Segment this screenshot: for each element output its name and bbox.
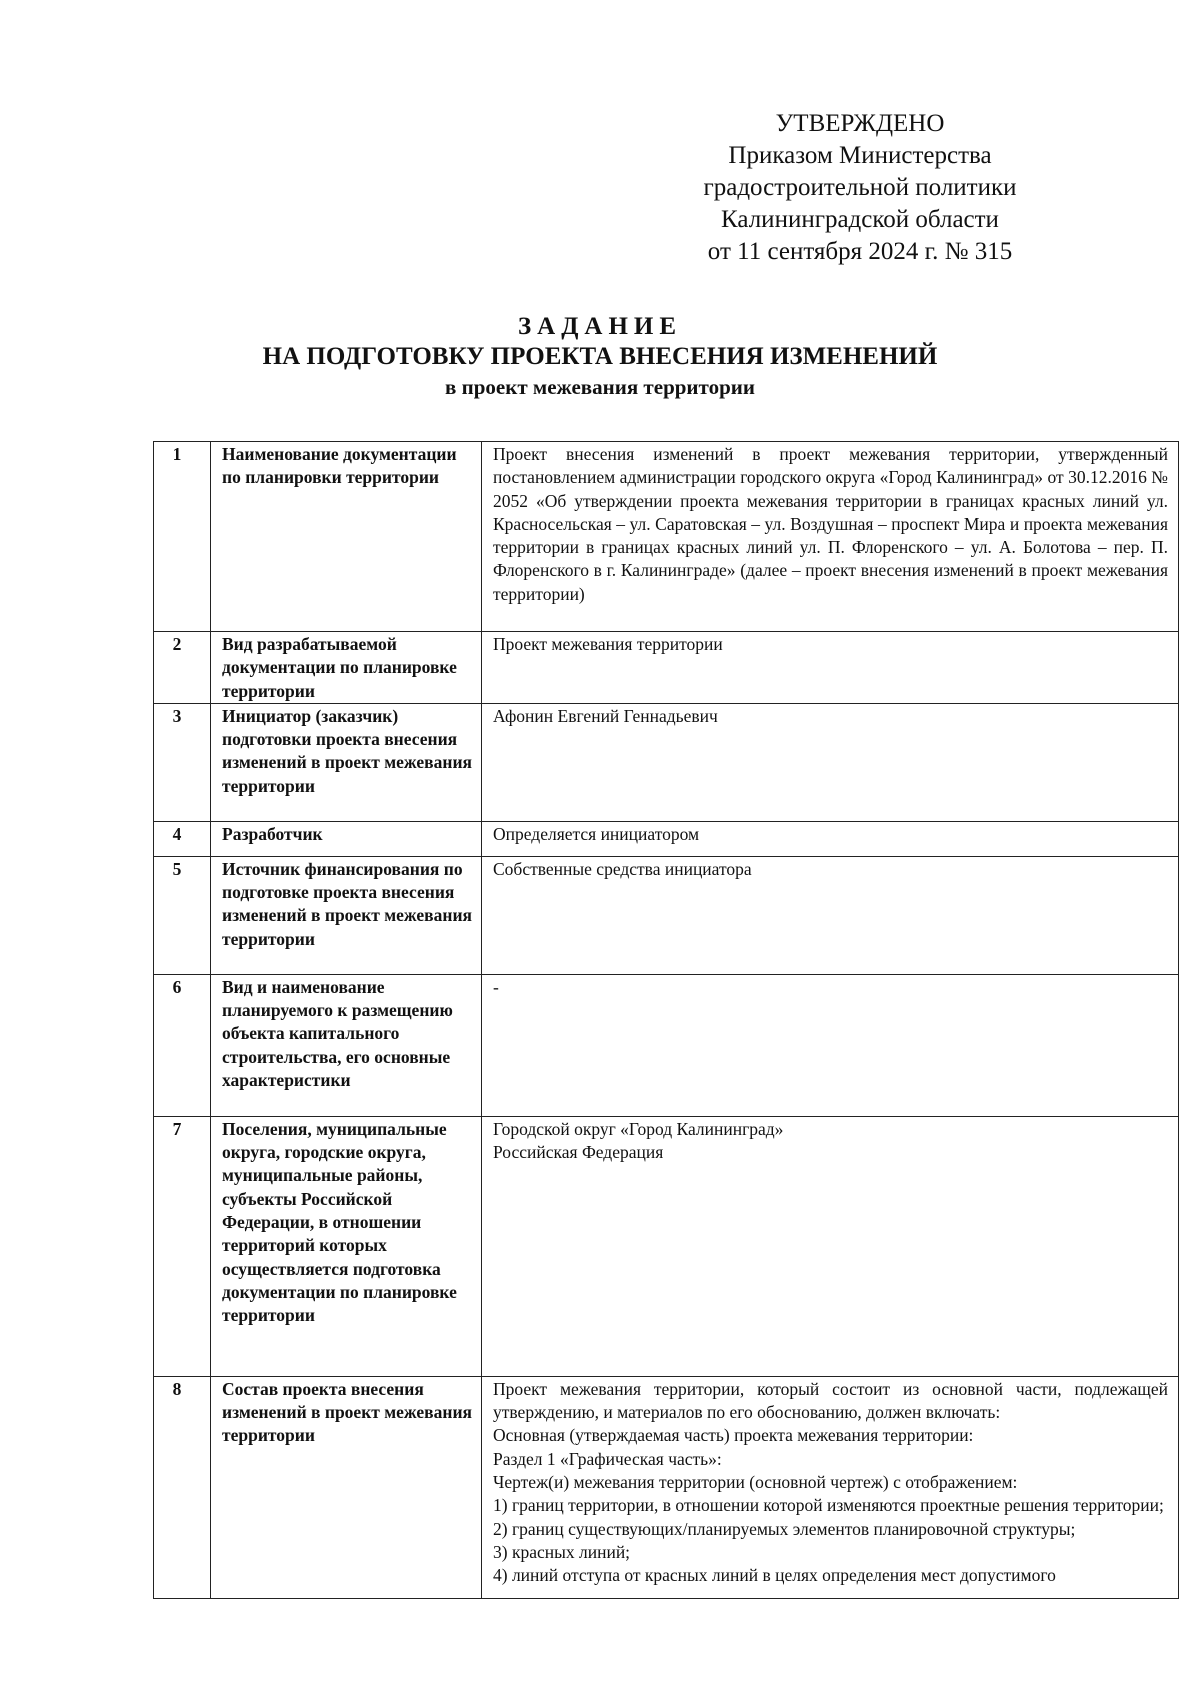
value-line: Городской округ «Город Калининград» [493,1118,784,1139]
row-label: Инициатор (заказчик) подготовки проекта внесения изменений в проект межевания территории [211,703,482,821]
row-label: Источник финансирования по подготовке проекта внесения изменений в проект межевания территории [211,856,482,974]
row-number: 8 [154,1376,211,1598]
table-row [154,1376,1179,1598]
approval-line: УТВЕРЖДЕНО [775,110,945,137]
task-table [153,441,1179,1599]
row-label: Поселения, муниципальные округа, городские округа, муниципальные районы, субъекты Российской Федерации, в отношении территорий которых осуществляется подготовка документации по планировке территории [211,1116,482,1376]
row-label: Наименование документации по планировки территории [211,442,482,632]
row-number: 5 [154,856,211,974]
row-number: 6 [154,974,211,1116]
approval-line: Приказом Министерства [728,142,992,169]
table-row [154,856,1179,974]
row-number: 4 [154,821,211,856]
row-value: Проект внесения изменений в проект межевания территории, утвержденный постановлением администрации городского округа «Город Калининград» от 30.12.2016 № 2052 «Об утверждении проекта межевания территории в границах красных линий ул. Красносельская – ул. Саратовская – ул. Воздушная – проспект Мира и проекта межевания территории в границах красных линий ул. П. Флоренского – ул. А. Болотова – пер. П. Флоренского в г. Калининграде» (далее – проект внесения изменений в проект межевания территории) [482,442,1179,632]
row-value: - [482,974,1179,1116]
composition-item: Проект межевания территории, который состоит из основной части, подлежащей утверждению, и материалов по его обоснованию, должен включать: [493,1378,1168,1423]
row-number: 2 [154,632,211,704]
row-value [482,1376,1179,1598]
table-row [154,703,1179,821]
row-number: 7 [154,1116,211,1376]
row-label: Вид разрабатываемой документации по планировке территории [211,632,482,704]
composition-item: Чертеж(и) межевания территории (основной чертеж) с отображением: [493,1472,1018,1493]
row-value: Проект межевания территории [482,632,1179,704]
approval-line: градостроительной политики [703,174,1017,201]
row-value: Определяется инициатором [482,821,1179,856]
composition-item: 4) линий отступа от красных линий в целях определения мест допустимого [493,1565,1056,1586]
row-label: Вид и наименование планируемого к размещению объекта капитального строительства, его основные характеристики [211,974,482,1116]
composition-item: Основная (утверждаемая часть) проекта межевания территории: [493,1425,974,1446]
document-title: ЗАДАНИЕ [517,313,683,340]
approval-line: Калининградской области [721,206,999,233]
table-row [154,632,1179,704]
document-subtitle-2: в проект межевания территории [445,375,755,399]
row-number: 1 [154,442,211,632]
composition-item: 2) границ существующих/планируемых элементов планировочной структуры; [493,1518,1076,1539]
row-value [482,1116,1179,1376]
table-row [154,974,1179,1116]
document-subtitle: НА ПОДГОТОВКУ ПРОЕКТА ВНЕСЕНИЯ ИЗМЕНЕНИЙ [262,343,938,370]
approval-line: от 11 сентября 2024 г. № 315 [707,238,1013,265]
row-label: Состав проекта внесения изменений в проект межевания территории [211,1376,482,1598]
row-label: Разработчик [211,821,482,856]
row-value: Собственные средства инициатора [482,856,1179,974]
approval-block [640,108,1080,268]
table-row [154,821,1179,856]
table-row [154,442,1179,632]
composition-item: 3) красных линий; [493,1541,631,1562]
composition-item: 1) границ территории, в отношении которой изменяются проектные решения территории; [493,1495,1164,1516]
row-number: 3 [154,703,211,821]
composition-item: Раздел 1 «Графическая часть»: [493,1448,722,1469]
row-value: Афонин Евгений Геннадьевич [482,703,1179,821]
value-line: Российская Федерация [493,1142,664,1163]
table-row [154,1116,1179,1376]
